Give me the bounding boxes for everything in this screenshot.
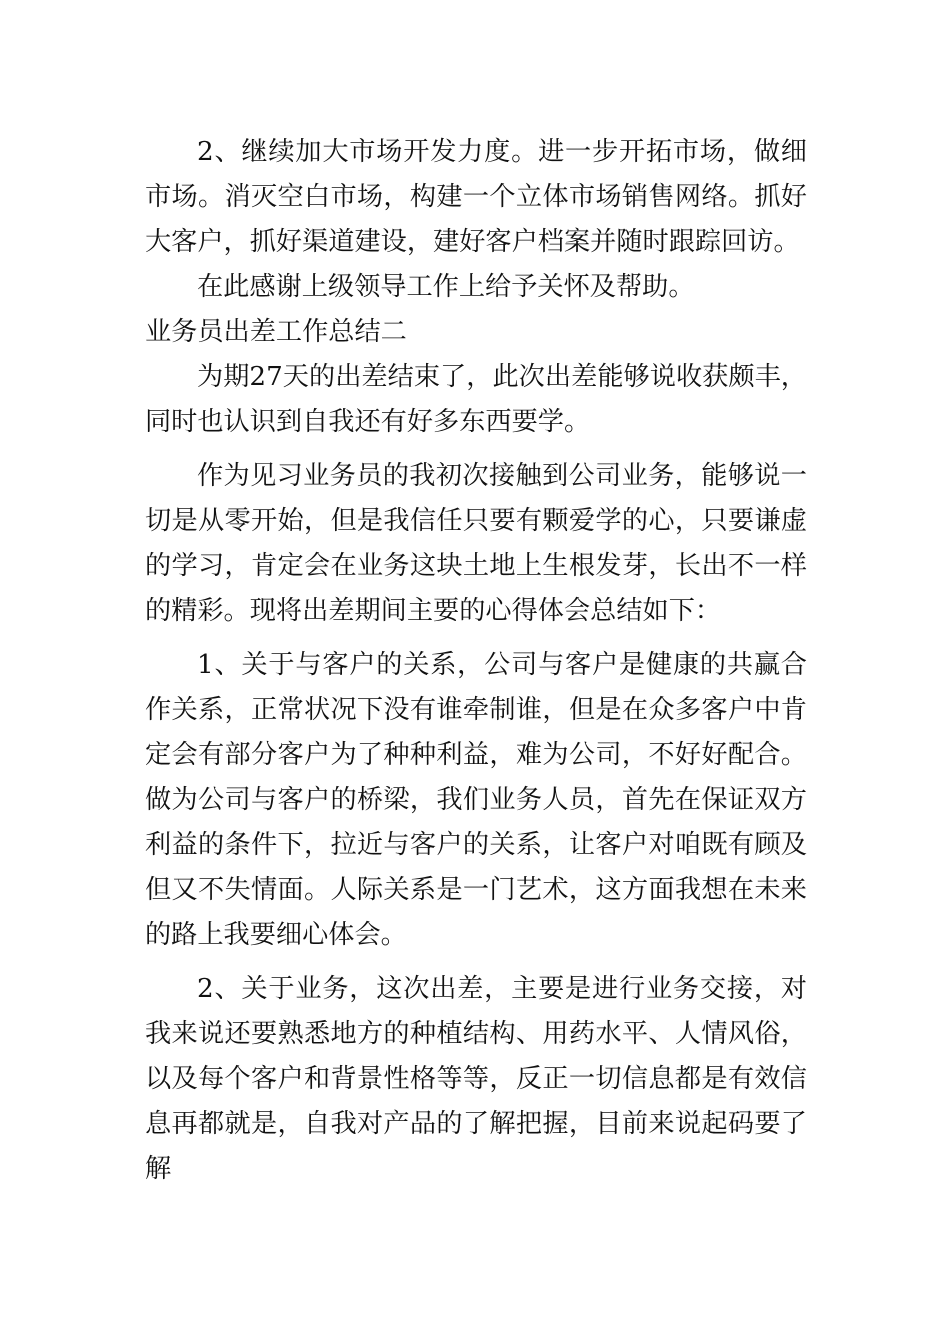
- section-heading: 业务员出差工作总结二: [145, 317, 407, 347]
- document-body: [145, 130, 807, 1192]
- paragraph-thanks: 在此感谢上级领导工作上给予关怀及帮助。: [197, 272, 695, 302]
- paragraph-trip-summary: 为期27天的出差结束了，此次出差能够说收获颇丰，同时也认识到自我还有好多东西要学。: [145, 362, 807, 437]
- paragraph-business: 2、关于业务，这次出差，主要是进行业务交接，对我来说还要熟悉地方的种植结构、用药水平、人情风俗，以及每个客户和背景性格等等，反正一切信息都是有效信息再都就是，自我对产品的了解把握，目前来说起码要了解: [145, 974, 807, 1184]
- paragraph-market-development: 2、继续加大市场开发力度。进一步开拓市场，做细市场。消灭空白市场，构建一个立体市场销售网络。抓好大客户，抓好渠道建设，建好客户档案并随时跟踪回访。: [145, 137, 807, 257]
- paragraph-intro: 作为见习业务员的我初次接触到公司业务，能够说一切是从零开始，但是我信任只要有颗爱学的心，只要谦虚的学习，肯定会在业务这块土地上生根发芽，长出不一样的精彩。现将出差期间主要的心得体会总结如下：: [145, 461, 807, 626]
- paragraph-customer-relations: 1、关于与客户的关系，公司与客户是健康的共赢合作关系，正常状况下没有谁牵制谁，但是在众多客户中肯定会有部分客户为了种种利益，难为公司，不好好配合。做为公司与客户的桥梁，我们业务人员，首先在保证双方利益的条件下，拉近与客户的关系，让客户对咱既有顾及但又不失情面。人际关系是一门艺术，这方面我想在未来的路上我要细心体会。: [145, 650, 807, 950]
